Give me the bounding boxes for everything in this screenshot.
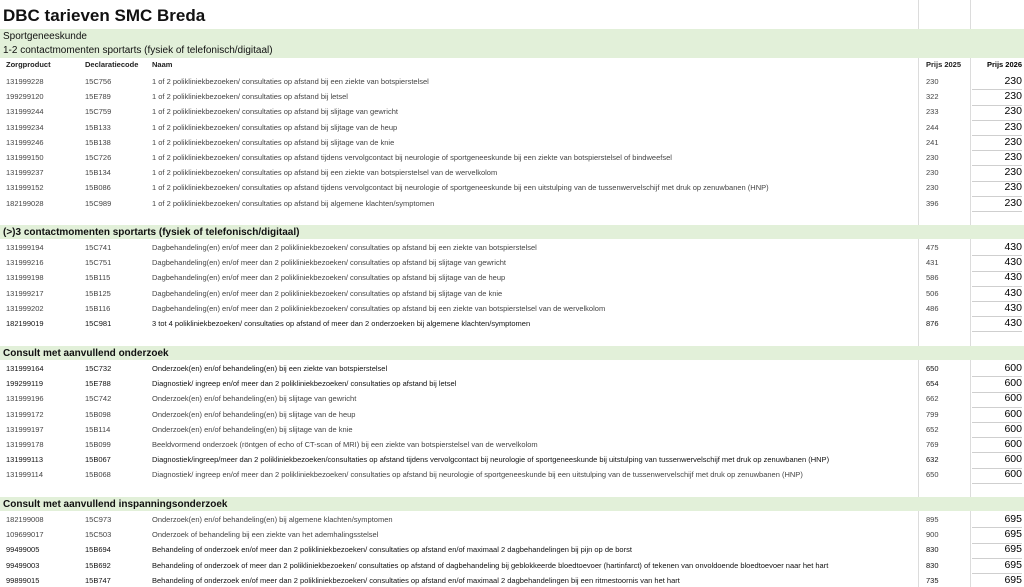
table-row — [0, 452, 1024, 467]
zorgproduct-cell[interactable]: 131999198 — [6, 273, 44, 283]
zorgproduct-cell[interactable]: 182199008 — [6, 515, 44, 524]
declaratiecode-cell[interactable]: 15C503 — [85, 530, 112, 540]
table-row — [0, 286, 1024, 301]
header-zorgproduct[interactable]: Zorgproduct — [6, 60, 51, 69]
naam-cell[interactable]: Onderzoek(en) en/of behandeling(en) bij een ziekte van botspierstelsel — [152, 364, 388, 373]
declaratiecode-cell[interactable]: 15B133 — [85, 122, 111, 132]
prijs-2026-cell[interactable]: 230 — [972, 104, 1022, 120]
prijs-2026-cell[interactable]: 430 — [972, 270, 1022, 286]
zorgproduct-cell[interactable]: 131999246 — [6, 137, 44, 147]
zorgproduct-cell[interactable]: 131999197 — [6, 424, 44, 434]
zorgproduct-cell[interactable]: 131999178 — [6, 440, 44, 449]
header-naam[interactable]: Naam — [152, 60, 173, 69]
zorgproduct-cell[interactable]: 131999114 — [6, 470, 43, 480]
prijs-2026-cell[interactable]: 430 — [972, 255, 1022, 271]
naam-cell[interactable]: Onderzoek(en) en/of behandeling(en) bij slijtage van de heup — [152, 409, 356, 419]
declaratiecode-cell[interactable]: 15B067 — [85, 455, 111, 465]
naam-cell[interactable]: Behandeling of onderzoek en/of meer dan 2 polikliniekbezoeken/ consultaties op afstand en/of maximaal 2 dagbehandelingen bij een ritmestoornis van het hart — [152, 575, 680, 585]
prijs-2025-cell[interactable]: 632 — [926, 455, 939, 465]
prijs-2025-cell[interactable]: 769 — [926, 440, 939, 449]
declaratiecode-cell[interactable]: 15B694 — [85, 545, 111, 555]
prijs-2025-cell[interactable]: 230 — [926, 183, 939, 193]
table-row — [0, 165, 1024, 180]
declaratiecode-cell[interactable]: 15E788 — [85, 379, 111, 389]
zorgproduct-cell[interactable]: 199299120 — [6, 92, 44, 102]
prijs-2025-cell[interactable]: 230 — [926, 153, 939, 162]
group-header: Consult met aanvullend inspanningsonderzoek — [0, 497, 1024, 511]
table-row — [0, 542, 1024, 557]
prijs-2026-cell[interactable]: 430 — [972, 301, 1022, 317]
prijs-2025-cell[interactable]: 662 — [926, 394, 939, 404]
naam-cell[interactable]: 1 of 2 polikliniekbezoeken/ consultaties op afstand bij algemene klachten/symptomen — [152, 198, 435, 208]
table-row — [0, 407, 1024, 422]
prijs-2026-cell[interactable]: 230 — [972, 74, 1022, 90]
table-row — [0, 120, 1024, 135]
zorgproduct-cell[interactable]: 131999164 — [6, 364, 44, 373]
naam-cell[interactable]: 1 of 2 polikliniekbezoeken/ consultaties op afstand bij letsel — [152, 92, 348, 102]
naam-cell[interactable]: 1 of 2 polikliniekbezoeken/ consultaties op afstand tijdens vervolgcontact bij neurologie of sportgeneeskunde bij een uitstulping van de tussenwervelschijf met druk op zenuwbanen (HNP) — [152, 183, 769, 193]
declaratiecode-cell[interactable]: 15B125 — [85, 288, 111, 298]
prijs-2025-cell[interactable]: 506 — [926, 288, 939, 298]
declaratiecode-cell[interactable]: 15B098 — [85, 409, 111, 419]
header-prijs-2025[interactable]: Prijs 2025 — [926, 60, 962, 69]
table-row — [0, 89, 1024, 104]
prijs-2026-cell[interactable]: 230 — [972, 165, 1022, 181]
prijs-2025-cell[interactable]: 230 — [926, 77, 939, 86]
declaratiecode-cell[interactable]: 15C751 — [85, 258, 112, 268]
zorgproduct-cell[interactable]: 131999150 — [6, 153, 44, 162]
table-row — [0, 558, 1024, 573]
naam-cell[interactable]: 1 of 2 polikliniekbezoeken/ consultaties op afstand bij slijtage van de heup — [152, 122, 398, 132]
zorgproduct-cell[interactable]: 109699017 — [6, 530, 44, 540]
naam-cell[interactable]: Diagnostiek/ingreep/meer dan 2 polikliniekbezoeken/consultaties op afstand tijdens vervolgcontact bij neurologie of sportgeneeskunde bij uitstulping van tussenwervelschijf met druk op zenuwbanen (HNP) — [152, 455, 830, 465]
table-row — [0, 422, 1024, 437]
declaratiecode-cell[interactable]: 15B134 — [85, 168, 111, 178]
prijs-2025-cell[interactable]: 230 — [926, 168, 939, 178]
header-prijs-2026[interactable]: Prijs 2026 — [986, 60, 1022, 69]
prijs-2026-cell[interactable]: 600 — [972, 452, 1022, 468]
declaratiecode-cell[interactable]: 15C732 — [85, 364, 112, 373]
declaratiecode-cell[interactable]: 15B114 — [85, 424, 111, 434]
prijs-2026-cell[interactable]: 230 — [972, 180, 1022, 196]
prijs-2026-cell[interactable]: 695 — [972, 573, 1022, 587]
prijs-2025-cell[interactable]: 900 — [926, 530, 939, 540]
naam-cell[interactable]: 1 of 2 polikliniekbezoeken/ consultaties op afstand bij een ziekte van botspierstelsel — [152, 77, 429, 86]
declaratiecode-cell[interactable]: 15C742 — [85, 394, 112, 404]
naam-cell[interactable]: Beeldvormend onderzoek (röntgen of echo of CT-scan of MRI) bij een ziekte van botspierstelsel van de wervelkolom — [152, 440, 538, 449]
table-row — [0, 301, 1024, 316]
prijs-2025-cell[interactable]: 652 — [926, 424, 939, 434]
declaratiecode-cell[interactable]: 15B138 — [85, 137, 111, 147]
zorgproduct-cell[interactable]: 99499003 — [6, 560, 40, 570]
zorgproduct-cell[interactable]: 99499005 — [6, 545, 40, 555]
prijs-2025-cell[interactable]: 244 — [926, 122, 939, 132]
prijs-2025-cell[interactable]: 654 — [926, 379, 939, 389]
prijs-2026-cell[interactable]: 230 — [972, 120, 1022, 136]
prijs-2025-cell[interactable]: 396 — [926, 198, 939, 208]
prijs-2026-cell[interactable]: 600 — [972, 407, 1022, 423]
prijs-2025-cell[interactable]: 475 — [926, 243, 939, 252]
naam-cell[interactable]: Onderzoek of behandeling bij een ziekte van het ademhalingsstelsel — [152, 530, 379, 540]
zorgproduct-cell[interactable]: 131999237 — [6, 168, 44, 178]
table-row — [0, 361, 1024, 376]
prijs-2025-cell[interactable]: 830 — [926, 560, 939, 570]
prijs-2025-cell[interactable]: 650 — [926, 470, 939, 480]
prijs-2026-cell[interactable]: 600 — [972, 361, 1022, 377]
prijs-2025-cell[interactable]: 486 — [926, 303, 939, 313]
prijs-2026-cell[interactable]: 230 — [972, 150, 1022, 166]
naam-cell[interactable]: Dagbehandeling(en) en/of meer dan 2 polikliniekbezoeken/ consultaties op afstand bij slijtage van de heup — [152, 273, 506, 283]
prijs-2025-cell[interactable]: 830 — [926, 545, 939, 555]
prijs-2025-cell[interactable]: 650 — [926, 364, 939, 373]
naam-cell[interactable]: Dagbehandeling(en) en/of meer dan 2 polikliniekbezoeken/ consultaties op afstand bij een ziekte van botspierstelsel — [152, 243, 537, 252]
naam-cell[interactable]: Onderzoek(en) en/of behandeling(en) bij algemene klachten/symptomen — [152, 515, 393, 524]
zorgproduct-cell[interactable]: 182199019 — [6, 319, 44, 328]
group-header: Consult met aanvullend onderzoek — [0, 346, 1024, 360]
zorgproduct-cell[interactable]: 131999216 — [6, 258, 44, 268]
naam-cell[interactable]: Behandeling of onderzoek of meer dan 2 polikliniekbezoeken/ consultaties op afstand of dagbehandeling bij geblokkeerde bloedtoevoer (hartinfarct) of tekenen van onvoldoende bloedtoevoer naar het hart — [152, 560, 829, 570]
prijs-2026-cell[interactable]: 695 — [972, 558, 1022, 574]
prijs-2026-cell[interactable]: 600 — [972, 437, 1022, 453]
table-row — [0, 316, 1024, 331]
zorgproduct-cell[interactable]: 131999234 — [6, 122, 44, 132]
table-row — [0, 255, 1024, 270]
table-row — [0, 391, 1024, 406]
declaratiecode-cell[interactable]: 15C989 — [85, 198, 112, 208]
table-row — [0, 240, 1024, 255]
prijs-2025-cell[interactable]: 735 — [926, 575, 939, 585]
declaratiecode-cell[interactable]: 15C741 — [85, 243, 112, 252]
prijs-2025-cell[interactable]: 586 — [926, 273, 939, 283]
table-row — [0, 104, 1024, 119]
zorgproduct-cell[interactable]: 131999217 — [6, 288, 44, 298]
zorgproduct-cell[interactable]: 131999172 — [6, 409, 44, 419]
section-band: Sportgeneeskunde — [0, 29, 1024, 43]
prijs-2026-cell[interactable]: 600 — [972, 376, 1022, 392]
naam-cell[interactable]: 1 of 2 polikliniekbezoeken/ consultaties op afstand bij slijtage van gewricht — [152, 107, 398, 117]
table-row — [0, 270, 1024, 285]
zorgproduct-cell[interactable]: 131999113 — [6, 455, 43, 465]
table-row — [0, 74, 1024, 89]
prijs-2025-cell[interactable]: 322 — [926, 92, 939, 102]
prijs-2025-cell[interactable]: 241 — [926, 137, 939, 147]
table-row — [0, 467, 1024, 482]
zorgproduct-cell[interactable]: 131999194 — [6, 243, 44, 252]
naam-cell[interactable]: Diagnostiek/ ingreep en/of meer dan 2 polikliniekbezoeken/ consultaties op afstand bij neurologie of sportgeneeskunde bij een uitstulping van de tussenwervelschijf met druk op zenuwbanen (HNP) — [152, 470, 803, 480]
prijs-2026-cell[interactable]: 695 — [972, 527, 1022, 543]
zorgproduct-cell[interactable]: 99899015 — [6, 575, 40, 585]
naam-cell[interactable]: Diagnostiek/ ingreep en/of meer dan 2 polikliniekbezoeken/ consultaties op afstand bij letsel — [152, 379, 457, 389]
declaratiecode-cell[interactable]: 15B692 — [85, 560, 111, 570]
zorgproduct-cell[interactable]: 182199028 — [6, 198, 44, 208]
zorgproduct-cell[interactable]: 131999228 — [6, 77, 44, 86]
prijs-2026-cell[interactable]: 230 — [972, 196, 1022, 212]
page-title: DBC tarieven SMC Breda — [3, 6, 206, 25]
prijs-2025-cell[interactable]: 895 — [926, 515, 939, 524]
column-headers — [0, 58, 1024, 72]
table-row — [0, 135, 1024, 150]
table-row — [0, 527, 1024, 542]
zorgproduct-cell[interactable]: 131999196 — [6, 394, 44, 404]
declaratiecode-cell[interactable]: 15E789 — [85, 92, 111, 102]
prijs-2025-cell[interactable]: 233 — [926, 107, 939, 117]
table-row — [0, 180, 1024, 195]
declaratiecode-cell[interactable]: 15C759 — [85, 107, 112, 117]
table-row — [0, 437, 1024, 452]
declaratiecode-cell[interactable]: 15C973 — [85, 515, 112, 524]
naam-cell[interactable]: Dagbehandeling(en) en/of meer dan 2 polikliniekbezoeken/ consultaties op afstand bij een ziekte van botspierstelsel van de wervelkolom — [152, 303, 606, 313]
naam-cell[interactable]: Dagbehandeling(en) en/of meer dan 2 polikliniekbezoeken/ consultaties op afstand bij slijtage van gewricht — [152, 258, 506, 268]
zorgproduct-cell[interactable]: 131999244 — [6, 107, 44, 117]
prijs-2026-cell[interactable]: 600 — [972, 467, 1022, 483]
declaratiecode-cell[interactable]: 15C981 — [85, 319, 112, 328]
declaratiecode-cell[interactable]: 15C756 — [85, 77, 112, 86]
prijs-2026-cell[interactable]: 695 — [972, 512, 1022, 528]
zorgproduct-cell[interactable]: 131999152 — [6, 183, 44, 193]
declaratiecode-cell[interactable]: 15B068 — [85, 470, 111, 480]
prijs-2026-cell[interactable]: 230 — [972, 89, 1022, 105]
naam-cell[interactable]: 1 of 2 polikliniekbezoeken/ consultaties op afstand bij slijtage van de knie — [152, 137, 395, 147]
prijs-2026-cell[interactable]: 230 — [972, 135, 1022, 151]
zorgproduct-cell[interactable]: 131999202 — [6, 303, 44, 313]
table-row — [0, 376, 1024, 391]
naam-cell[interactable]: 1 of 2 polikliniekbezoeken/ consultaties op afstand bij een ziekte van botspierstelsel van de wervelkolom — [152, 168, 498, 178]
table-row — [0, 196, 1024, 211]
prijs-2026-cell[interactable]: 695 — [972, 542, 1022, 558]
declaratiecode-cell[interactable]: 15B747 — [85, 575, 111, 585]
naam-cell[interactable]: 3 tot 4 polikliniekbezoeken/ consultaties op afstand of meer dan 2 onderzoeken bij algemene klachten/symptomen — [152, 319, 531, 328]
declaratiecode-cell[interactable]: 15B116 — [85, 303, 111, 313]
prijs-2026-cell[interactable]: 430 — [972, 316, 1022, 332]
naam-cell[interactable]: Behandeling of onderzoek en/of meer dan 2 polikliniekbezoeken/ consultaties op afstand en/of maximaal 2 dagbehandelingen bij pijn op de borst — [152, 545, 632, 555]
declaratiecode-cell[interactable]: 15B115 — [85, 273, 111, 283]
prijs-2026-cell[interactable]: 600 — [972, 422, 1022, 438]
prijs-2026-cell[interactable]: 430 — [972, 286, 1022, 302]
table-row — [0, 512, 1024, 527]
prijs-2025-cell[interactable]: 799 — [926, 409, 939, 419]
naam-cell[interactable]: Dagbehandeling(en) en/of meer dan 2 polikliniekbezoeken/ consultaties op afstand bij slijtage van de knie — [152, 288, 503, 298]
prijs-2026-cell[interactable]: 430 — [972, 240, 1022, 256]
prijs-2025-cell[interactable]: 431 — [926, 258, 939, 268]
declaratiecode-cell[interactable]: 15B099 — [85, 440, 111, 449]
prijs-2026-cell[interactable]: 600 — [972, 391, 1022, 407]
zorgproduct-cell[interactable]: 199299119 — [6, 379, 43, 389]
table-row — [0, 573, 1024, 587]
group-header: 1-2 contactmomenten sportarts (fysiek of telefonisch/digitaal) — [0, 43, 1024, 58]
naam-cell[interactable]: Onderzoek(en) en/of behandeling(en) bij slijtage van de knie — [152, 424, 353, 434]
prijs-2025-cell[interactable]: 876 — [926, 319, 939, 328]
declaratiecode-cell[interactable]: 15C726 — [85, 153, 112, 162]
declaratiecode-cell[interactable]: 15B086 — [85, 183, 111, 193]
group-header: (>)3 contactmomenten sportarts (fysiek of telefonisch/digitaal) — [0, 225, 1024, 239]
header-declaratiecode[interactable]: Declaratiecode — [85, 60, 139, 69]
naam-cell[interactable]: Onderzoek(en) en/of behandeling(en) bij slijtage van gewricht — [152, 394, 357, 404]
table-row — [0, 150, 1024, 165]
naam-cell[interactable]: 1 of 2 polikliniekbezoeken/ consultaties op afstand tijdens vervolgcontact bij neurologie of sportgeneeskunde bij een ziekte van botspierstelsel of bindweefsel — [152, 153, 672, 162]
